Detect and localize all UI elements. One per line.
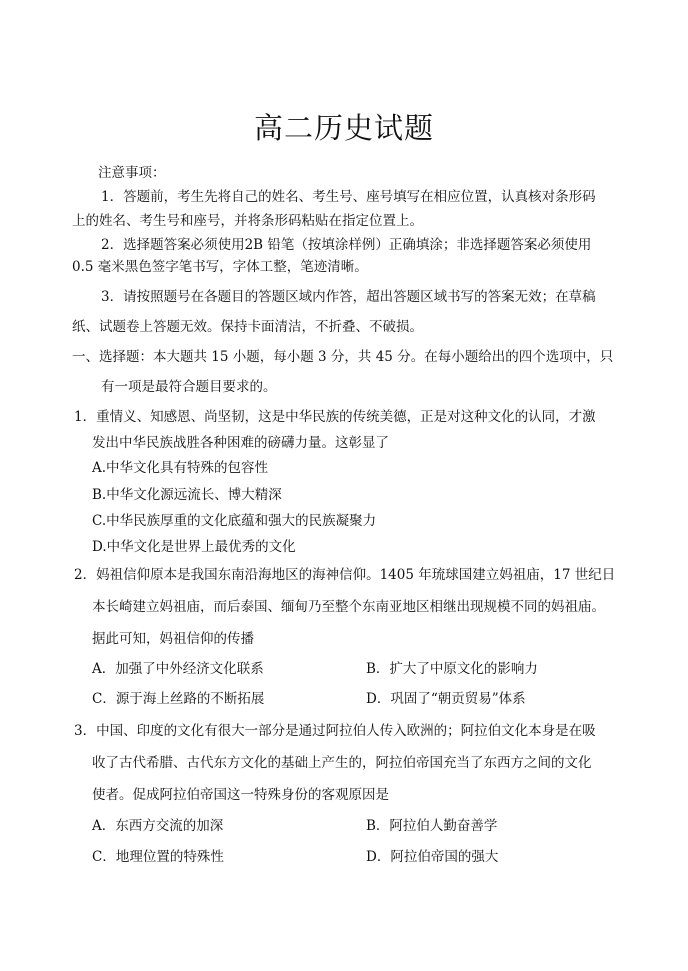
page-title: 高二历史试题	[253, 111, 434, 145]
question-3-option-d: D．阿拉伯帝国的强大	[366, 849, 499, 865]
question-1-option-c: C.中华民族厚重的文化底蕴和强大的民族凝聚力	[92, 513, 377, 529]
notice-item-1-line-1: 1．答题前，考生先将自己的姓名、考生号、座号填写在相应位置，认真核对条形码	[101, 189, 596, 205]
question-2-option-b: B．扩大了中原文化的影响力	[366, 661, 538, 677]
question-3-line-1: 3．中国、印度的文化有很大一部分是通过阿拉伯人传入欧洲的；阿拉伯文化本身是在吸	[74, 723, 596, 739]
notice-heading: 注意事项：	[98, 165, 166, 181]
question-3-option-b: B．阿拉伯人勤奋善学	[366, 818, 498, 834]
notice-item-2-line-2: 0.5 毫米黑色签字笔书写，字体工整，笔迹清晰。	[72, 259, 368, 275]
notice-item-1-line-2: 上的姓名、考生号和座号，并将条形码粘贴在指定位置上。	[72, 213, 423, 229]
question-1-option-d: D.中华文化是世界上最优秀的文化	[92, 539, 296, 555]
question-2-line-1: 2．妈祖信仰原本是我国东南沿海地区的海神信仰。1405 年琉球国建立妈祖庙，17 世纪日	[74, 567, 616, 583]
question-3-option-a: A．东西方交流的加深	[92, 818, 224, 834]
question-3-option-c: C．地理位置的特殊性	[92, 849, 224, 865]
notice-item-2-line-1: 2．选择题答案必须使用2B 铅笔（按填涂样例）正确填涂；非选择题答案必须使用	[101, 237, 592, 253]
question-2-line-3: 据此可知，妈祖信仰的传播	[92, 631, 254, 647]
question-1-line-2: 发出中华民族战胜各种困难的磅礴力量。这彰显了	[92, 435, 389, 451]
notice-item-3-line-1: 3．请按照题号在各题目的答题区域内作答，超出答题区域书写的答案无效；在草稿	[101, 289, 596, 305]
question-2-option-c: C．源于海上丝路的不断拓展	[92, 691, 265, 707]
question-2-option-d: D．巩固了“朝贡贸易”体系	[366, 691, 526, 707]
question-3-line-2: 收了古代希腊、古代东方文化的基础上产生的，阿拉伯帝国充当了东西方之间的文化	[92, 755, 592, 771]
notice-item-3-line-2: 纸、试题卷上答题无效。保持卡面清洁，不折叠、不破损。	[72, 319, 423, 335]
question-1-line-1: 1．重情义、知感恩、尚坚韧，这是中华民族的传统美德，正是对这种文化的认同，才激	[74, 409, 596, 425]
question-1-option-a: A.中华文化具有特殊的包容性	[92, 460, 269, 476]
section-title-line-2: 有一项是最符合题目要求的。	[101, 379, 277, 395]
question-3-line-3: 使者。促成阿拉伯帝国这一特殊身份的客观原因是	[92, 787, 389, 803]
question-2-line-2: 本长崎建立妈祖庙，而后泰国、缅甸乃至整个东南亚地区相继出现规模不同的妈祖庙。	[92, 599, 605, 615]
question-1-option-b: B.中华文化源远流长、博大精深	[92, 487, 282, 503]
question-2-option-a: A．加强了中外经济文化联系	[92, 661, 264, 677]
section-title-line-1: 一、选择题：本大题共 15 小题，每小题 3 分，共 45 分。在每小题给出的四个选项中，只	[72, 349, 614, 365]
